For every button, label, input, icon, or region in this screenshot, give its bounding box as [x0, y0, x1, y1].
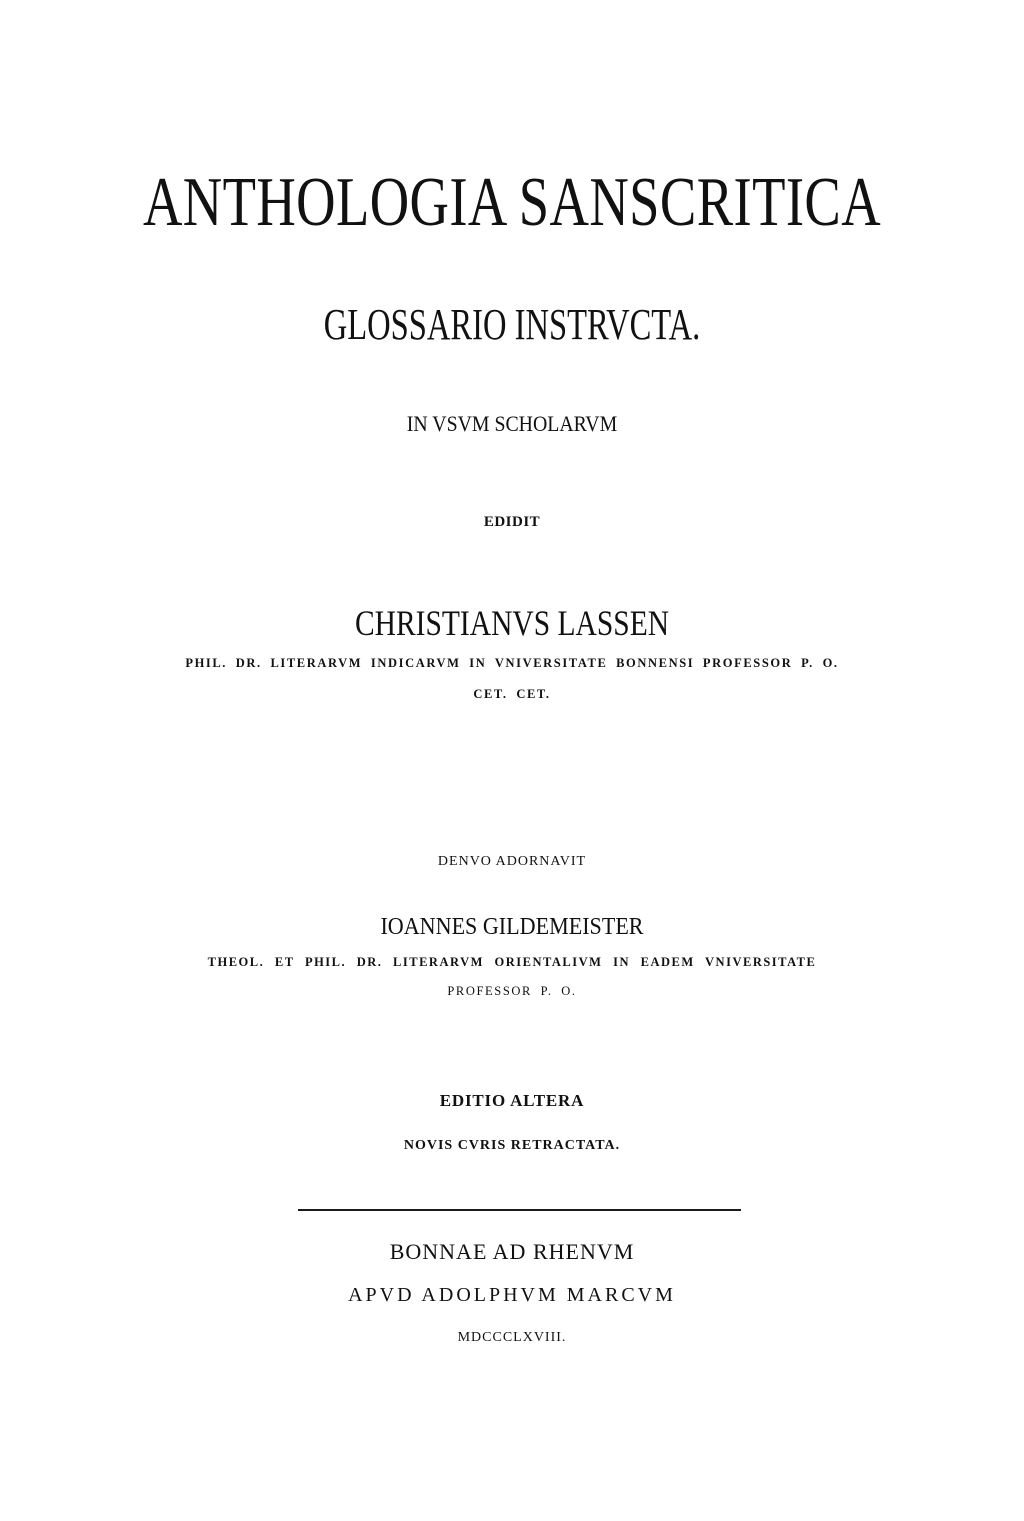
imprint-publisher: APVD ADOLPHVM MARCVM — [348, 1284, 676, 1306]
imprint-place: BONNAE AD RHENVM — [389, 1239, 635, 1264]
author-credentials-line-2: CET. CET. — [473, 687, 551, 701]
author-credentials-line-1: PHIL. DR. LITERARVM INDICARVM IN VNIVERSITATE BONNENSI PROFESSOR P. O. — [185, 656, 839, 670]
adornavit-label: DENVO ADORNAVIT — [437, 854, 587, 869]
book-title: ANTHOLOGIA SANSCRITICA — [142, 164, 882, 241]
edition-label: EDITIO ALTERA — [439, 1091, 585, 1110]
book-subtitle: GLOSSARIO INSTRVCTA. — [323, 300, 701, 349]
horizontal-rule — [298, 1209, 741, 1211]
purpose-line: IN VSVM SCHOLARVM — [406, 411, 618, 436]
edidit-label: EDIDIT — [483, 514, 541, 530]
author-name: CHRISTIANVS LASSEN — [354, 603, 670, 643]
reviser-credentials-line-1: THEOL. ET PHIL. DR. LITERARVM ORIENTALIVM IN EADEM VNIVERSITATE — [207, 955, 817, 969]
reviser-name: IOANNES GILDEMEISTER — [380, 914, 644, 940]
edition-note: NOVIS CVRIS RETRACTATA. — [403, 1138, 621, 1153]
imprint-year: MDCCCLXVIII. — [457, 1330, 567, 1345]
reviser-credentials-line-2: PROFESSOR P. O. — [447, 984, 577, 998]
